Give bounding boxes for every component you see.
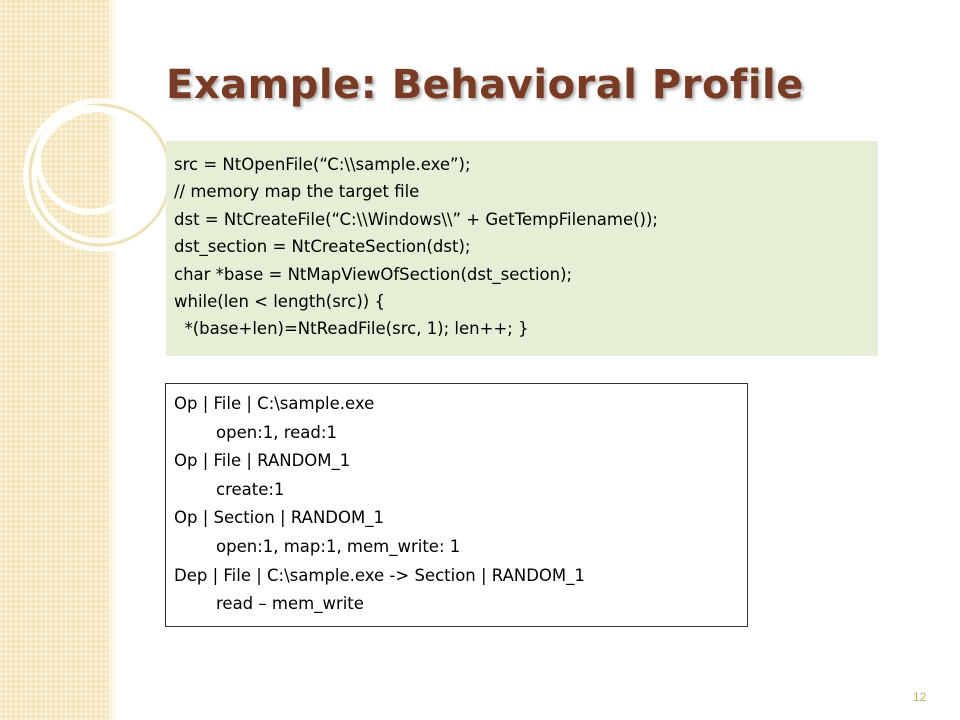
profile-entry: Op | Section | RANDOM_1: [174, 508, 384, 528]
slide-title: Example: Behavioral Profile: [166, 62, 804, 108]
behavioral-profile-box: [165, 383, 748, 627]
profile-dependency-detail: read – mem_write: [216, 594, 364, 614]
profile-entry-detail: create:1: [216, 479, 285, 499]
code-line: dst = NtCreateFile(“C:\\Windows\\” + GetTempFilename());: [174, 209, 658, 229]
code-line: dst_section = NtCreateSection(dst);: [174, 237, 471, 257]
profile-entry-detail: open:1, read:1: [216, 422, 337, 442]
profile-dependency: Dep | File | C:\sample.exe -> Section | RANDOM_1: [174, 565, 585, 585]
profile-entry: Op | File | C:\sample.exe: [174, 394, 375, 413]
code-line: while(len < length(src)) {: [174, 291, 385, 311]
code-line: src = NtOpenFile(“C:\\sample.exe”);: [174, 155, 471, 174]
code-snippet-box: [166, 141, 878, 356]
profile-entry: Op | File | RANDOM_1: [174, 451, 351, 471]
profile-entry-detail: open:1, map:1, mem_write: 1: [216, 536, 461, 556]
code-line: // memory map the target file: [174, 182, 420, 202]
code-line: char *base = NtMapViewOfSection(dst_section);: [174, 264, 573, 284]
code-line: *(base+len)=NtReadFile(src, 1); len++; }: [174, 319, 529, 339]
page-number: 12: [913, 690, 927, 704]
